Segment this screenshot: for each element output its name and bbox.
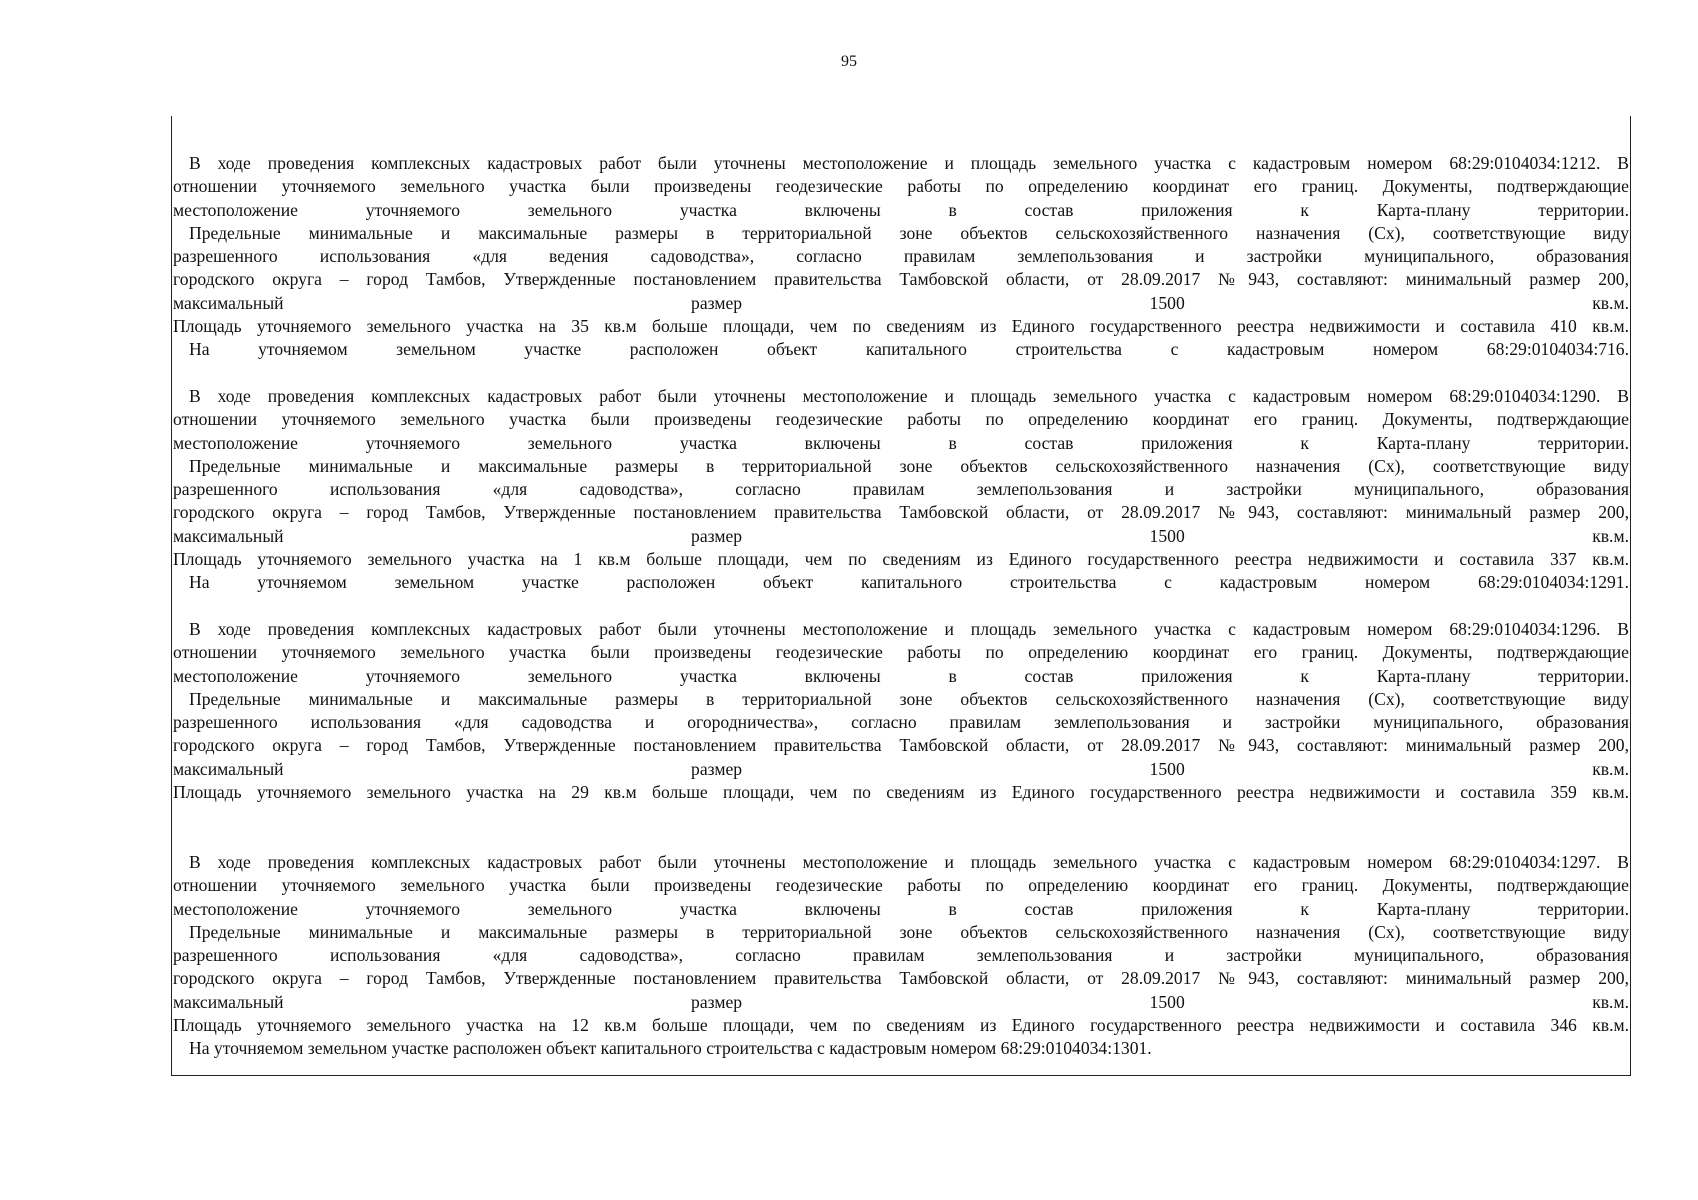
text-line: отношении уточняемого земельного участка были произведены геодезические работы по определению координат его границ. Документы, подтверждающие [173,642,1629,663]
text-line: местоположение уточняемого земельного участка включены в состав приложения к Карта-плану территории. [173,432,1629,453]
parcel-block-1290 [173,385,1629,595]
text-line: разрешенного использования «для садоводства и огородничества», согласно правилам землепользования и застройки муниципального, образования [173,712,1629,733]
parcel-block-1212 [173,152,1629,362]
text-line: отношении уточняемого земельного участка были произведены геодезические работы по определению координат его границ. Документы, подтверждающие [173,176,1629,197]
text-line: На уточняемом земельном участке расположен объект капитального строительства с кадастровым номером 68:29:0104034:1291. [189,572,1629,593]
text-line: Площадь уточняемого земельного участка на 1 кв.м больше площади, чем по сведениям из Единого государственного реестра недвижимости и составила 337 кв.м. [173,549,1629,570]
text-line: городского округа – город Тамбов, Утвержденные постановлением правительства Тамбовской области, от 28.09.2017 №943, составляют: минимальный размер 200, [173,968,1629,989]
text-line: местоположение уточняемого земельного участка включены в состав приложения к Карта-плану территории. [173,898,1629,919]
text-line: максимальный размер 1500 кв.м. [173,292,1629,313]
text-line: На уточняемом земельном участке расположен объект капитального строительства с кадастровым номером 68:29:0104034:1301. [189,1038,1152,1059]
text-line: Предельные минимальные и максимальные размеры в территориальной зоне объектов сельскохозяйственного назначения (Сх), соответствующие виду [189,688,1629,709]
text-line: Предельные минимальные и максимальные размеры в территориальной зоне объектов сельскохозяйственного назначения (Сх), соответствующие виду [189,455,1629,476]
parcel-block-1296 [173,618,1629,804]
text-line: Предельные минимальные и максимальные размеры в территориальной зоне объектов сельскохозяйственного назначения (Сх), соответствующие виду [189,222,1629,243]
text-line: отношении уточняемого земельного участка были произведены геодезические работы по определению координат его границ. Документы, подтверждающие [173,875,1629,896]
text-line: максимальный размер 1500 кв.м. [173,758,1629,779]
text-line: В ходе проведения комплексных кадастровых работ были уточнены местоположение и площадь земельного участка с кадастровым номером 68:29:0104034:1297. В [189,851,1629,872]
text-line: Площадь уточняемого земельного участка на 29 кв.м больше площади, чем по сведениям из Единого государственного реестра недвижимости и составила 359 кв.м. [173,782,1629,803]
block-spacer [173,595,1629,618]
text-line: отношении уточняемого земельного участка были произведены геодезические работы по определению координат его границ. Документы, подтверждающие [173,409,1629,430]
text-line: Предельные минимальные и максимальные размеры в территориальной зоне объектов сельскохозяйственного назначения (Сх), соответствующие виду [189,921,1629,942]
text-line: В ходе проведения комплексных кадастровых работ были уточнены местоположение и площадь земельного участка с кадастровым номером 68:29:0104034:1212. В [189,153,1629,173]
text-line: В ходе проведения комплексных кадастровых работ были уточнены местоположение и площадь земельного участка с кадастровым номером 68:29:0104034:1290. В [189,385,1629,406]
text-line: максимальный размер 1500 кв.м. [173,525,1629,546]
text-line: разрешенного использования «для садоводства», согласно правилам землепользования и застройки муниципального, образования [173,479,1629,500]
document-body [173,152,1629,1061]
text-line: местоположение уточняемого земельного участка включены в состав приложения к Карта-плану территории. [173,199,1629,220]
block-spacer [173,362,1629,385]
text-line: местоположение уточняемого земельного участка включены в состав приложения к Карта-плану территории. [173,665,1629,686]
page-number: 95 [841,53,857,70]
parcel-block-1297 [173,851,1629,1061]
text-line: городского округа – город Тамбов, Утвержденные постановлением правительства Тамбовской области, от 28.09.2017 №943, составляют: минимальный размер 200, [173,502,1629,523]
text-line: максимальный размер 1500 кв.м. [173,991,1629,1012]
text-line: Площадь уточняемого земельного участка на 12 кв.м больше площади, чем по сведениям из Единого государственного реестра недвижимости и составила 346 кв.м. [173,1014,1629,1035]
text-line: разрешенного использования «для садоводства», согласно правилам землепользования и застройки муниципального, образования [173,945,1629,966]
text-line: городского округа – город Тамбов, Утвержденные постановлением правительства Тамбовской области, от 28.09.2017 №943, составляют: минимальный размер 200, [173,735,1629,756]
text-line: Площадь уточняемого земельного участка на 35 кв.м больше площади, чем по сведениям из Единого государственного реестра недвижимости и составила 410 кв.м. [173,316,1629,337]
text-line: городского округа – город Тамбов, Утвержденные постановлением правительства Тамбовской области, от 28.09.2017 №943, составляют: минимальный размер 200, [173,269,1629,290]
text-line: На уточняемом земельном участке расположен объект капитального строительства с кадастровым номером 68:29:0104034:716. [189,339,1629,360]
text-line: В ходе проведения комплексных кадастровых работ были уточнены местоположение и площадь земельного участка с кадастровым номером 68:29:0104034:1296. В [189,618,1629,639]
block-spacer [173,804,1629,851]
text-line: разрешенного использования «для ведения садоводства», согласно правилам землепользования и застройки муниципального, образования [173,246,1629,267]
